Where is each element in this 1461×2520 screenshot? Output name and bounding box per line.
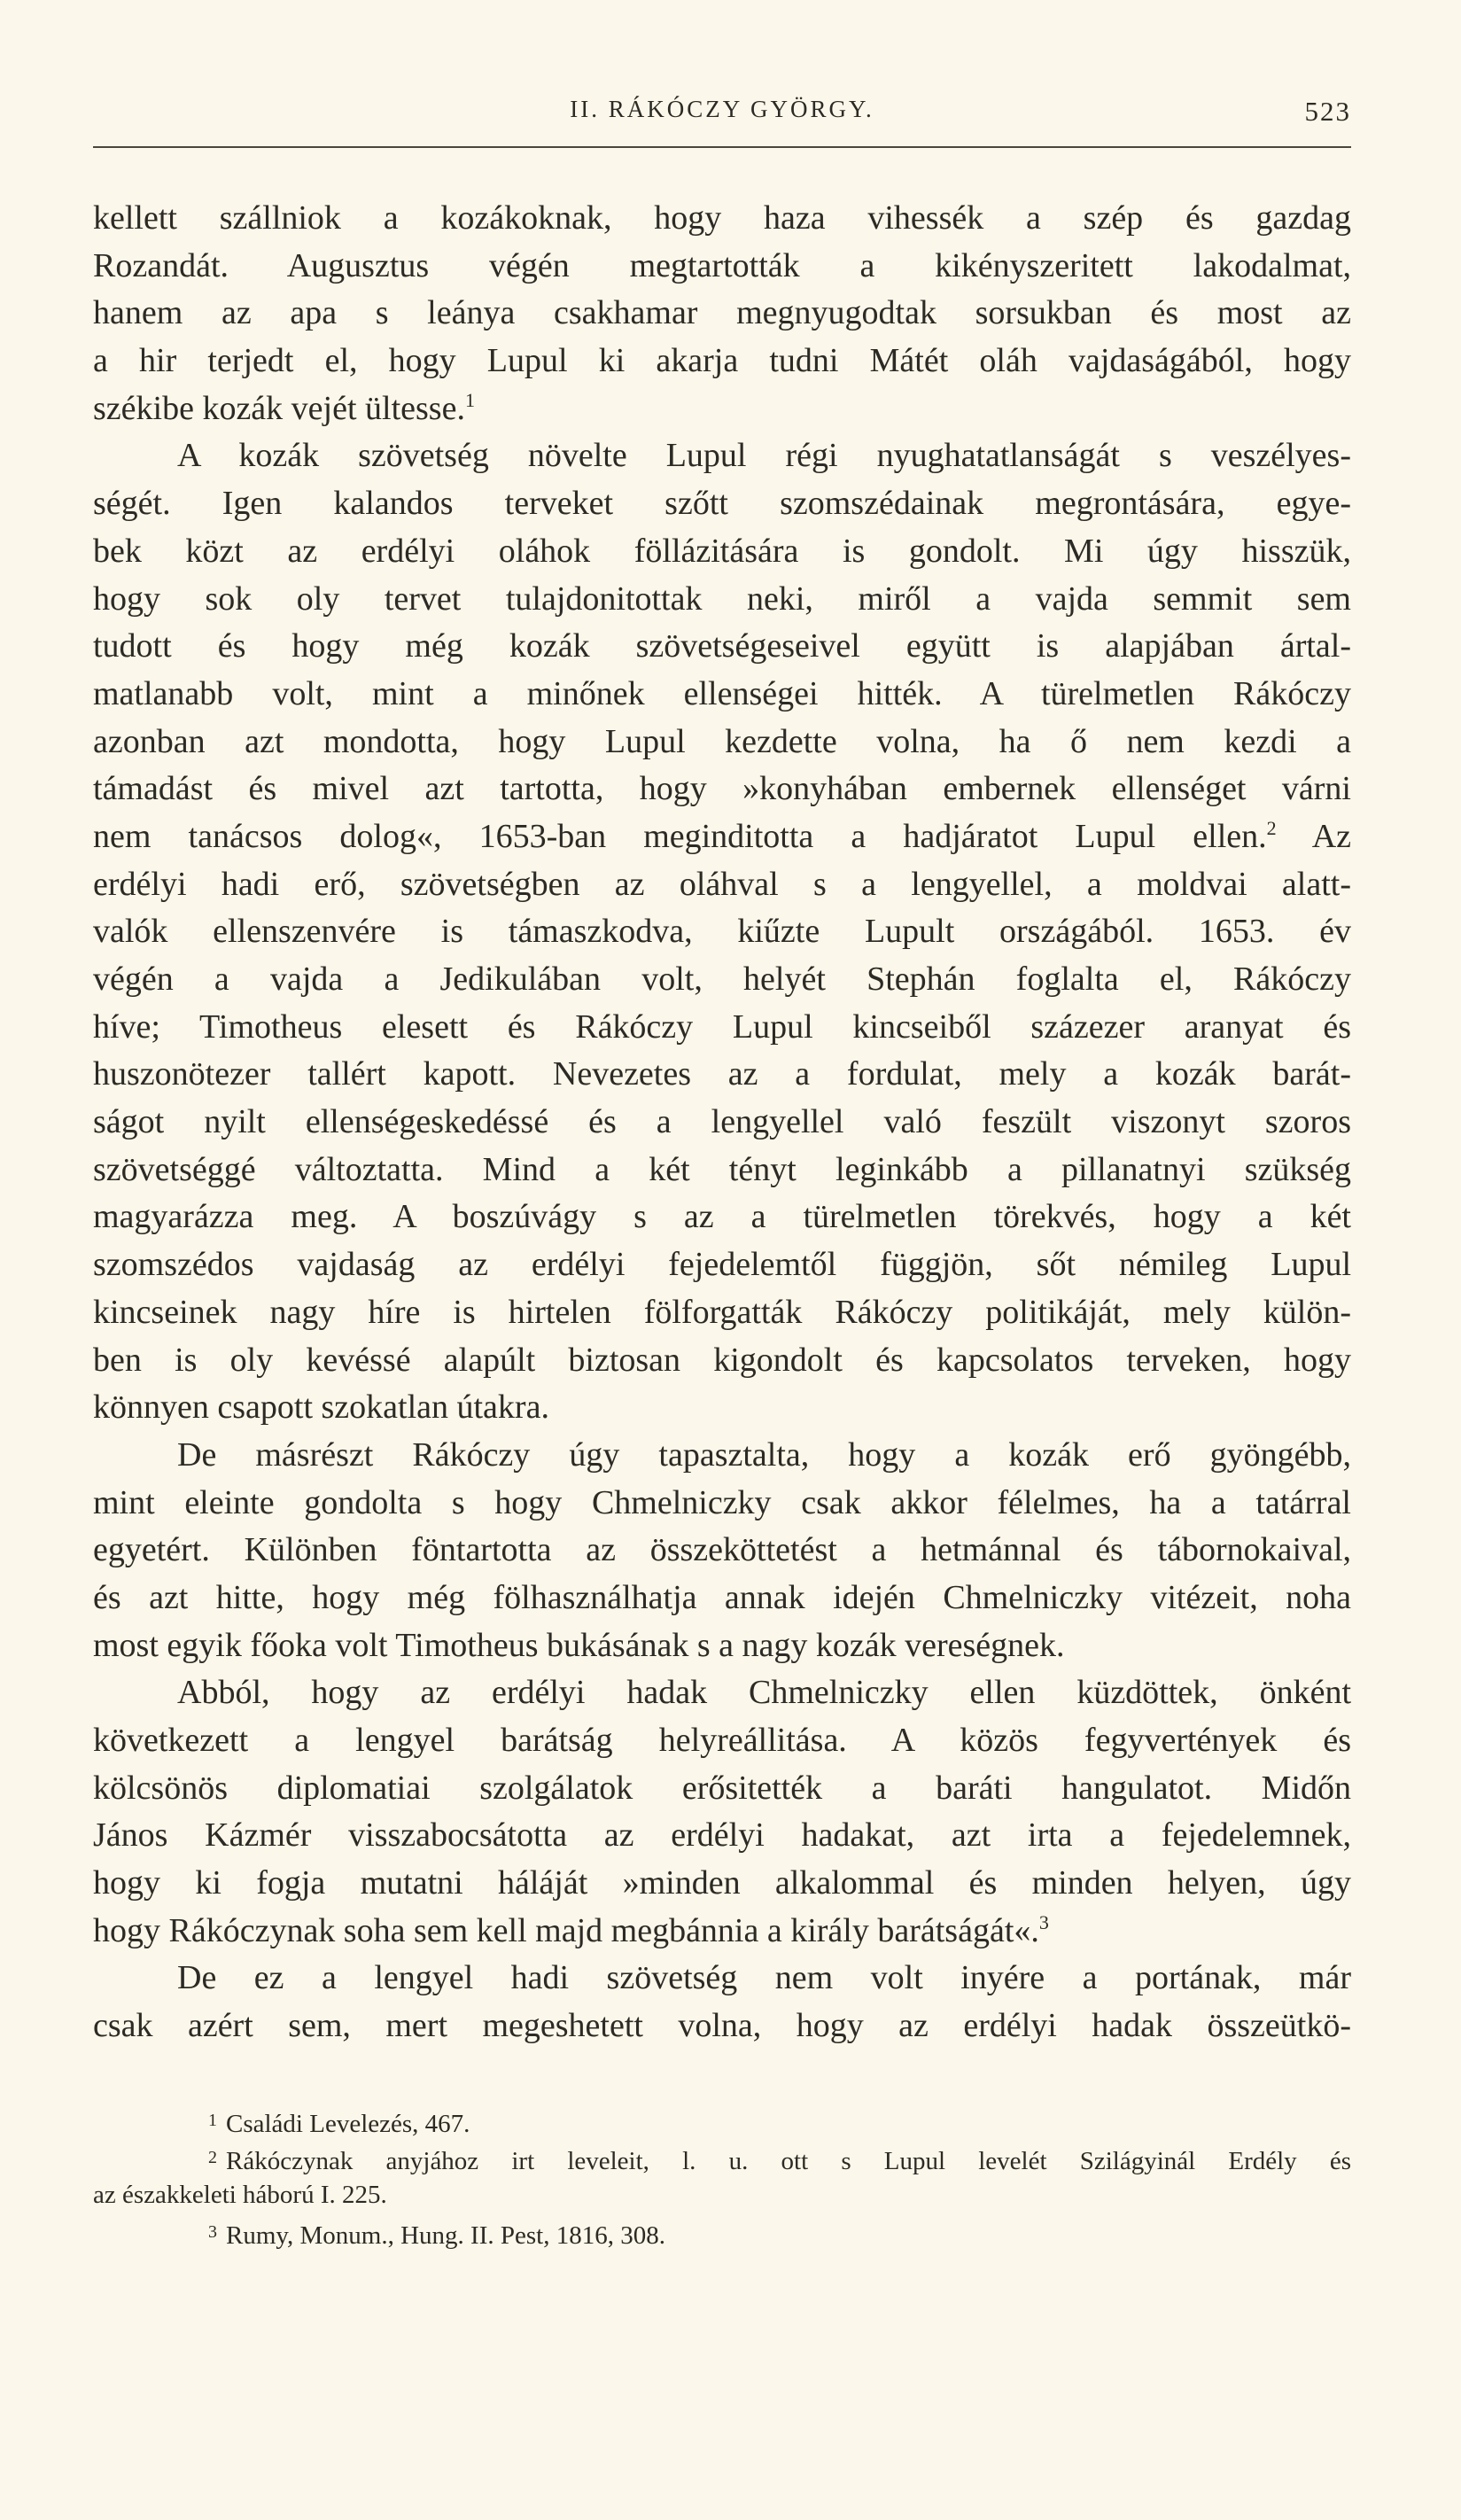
- text-line: Rozandát. Augusztus végén megtartották a kikényszeritett lakodalmat,: [93, 246, 1351, 284]
- text-line: támadást és mivel azt tartotta, hogy »konyhában embernek ellenséget várni: [93, 770, 1351, 808]
- running-title: II. RÁKÓCZY GYÖRGY.: [570, 96, 874, 122]
- page-header: [93, 96, 1351, 142]
- footnote-continuation: az északkeleti háború I. 225.: [93, 2181, 387, 2209]
- text-line: azonban azt mondotta, hogy Lupul kezdette volna, ha ő nem kezdi a: [93, 722, 1351, 760]
- text-line: huszonötezer tallért kapott. Nevezetes az a fordulat, mely a kozák barát-: [93, 1055, 1351, 1093]
- text-line: szomszédos vajdaság az erdélyi fejedelemtől függjön, sőt némileg Lupul: [93, 1246, 1351, 1284]
- text-line: hogy sok oly tervet tulajdonitottak neki, miről a vajda semmit sem: [93, 579, 1351, 618]
- footnotes: [93, 2102, 1351, 2251]
- text-line: De ez a lengyel hadi szövetség nem volt inyére a portának, már: [177, 1959, 1351, 1997]
- text-line: csak azért sem, mert megeshetett volna, hogy az erdélyi hadak összeütkö-: [93, 2007, 1351, 2045]
- footnote-ref: 1: [464, 388, 475, 411]
- text-line: magyarázza meg. A boszúvágy s az a türelmetlen törekvés, hogy a két: [93, 1198, 1351, 1236]
- text-line: ségét. Igen kalandos terveket szőtt szomszédainak megrontására, egye-: [93, 485, 1351, 523]
- text-line: kölcsönös diplomatiai szolgálatok erősitették a baráti hangulatot. Midőn: [93, 1769, 1351, 1807]
- text-line: János Kázmér visszabocsátotta az erdélyi hadakat, azt irta a fejedelemnek,: [93, 1816, 1351, 1855]
- text-fragment: Az: [1311, 817, 1351, 855]
- text-line: következett a lengyel barátság helyreállitása. A közös fegyvertények és: [93, 1722, 1351, 1759]
- text-fragment: nem tanácsos dolog«, 1653-ban meginditotta a hadjáratot Lupul ellen.: [93, 817, 1267, 855]
- text-line: matlanabb volt, mint a minőnek ellenségei hitték. A türelmetlen Rákóczy: [93, 674, 1351, 712]
- header-rule: [93, 146, 1351, 148]
- text-line: hanem az apa s leánya csakhamar megnyugodtak sorsukban és most az: [93, 294, 1351, 332]
- text-line: most egyik főoka volt Timotheus bukásának s a nagy kozák vereségnek.: [93, 1626, 1065, 1664]
- text-line: szövetséggé változtatta. Mind a két tényt leginkább a pillanatnyi szükség: [93, 1150, 1351, 1188]
- text-line: kellett szállniok a kozákoknak, hogy haza vihessék a szép és gazdag: [93, 199, 1351, 237]
- text-line: A kozák szövetség növelte Lupul régi nyughatatlanságát s veszélyes-: [177, 437, 1351, 475]
- footnote-text: Rumy, Monum., Hung. II. Pest, 1816, 308.: [226, 2221, 665, 2250]
- text-line: ben is oly kevéssé alapúlt biztosan kigondolt és kapcsolatos terveken, hogy: [93, 1341, 1351, 1379]
- footnote-mark: 1: [208, 2111, 217, 2130]
- text-line: a hir terjedt el, hogy Lupul ki akarja tudni Mátét oláh vajdaságából, hogy: [93, 342, 1351, 380]
- footnote: [93, 2102, 1351, 2139]
- text-fragment: hogy Rákóczynak soha sem kell majd megbánnia a király barátságát«.: [93, 1911, 1039, 1949]
- page-number: 523: [1304, 96, 1351, 127]
- text-line: Abból, hogy az erdélyi hadak Chmelniczky ellen küzdöttek, önként: [177, 1674, 1351, 1712]
- text-line: mint eleinte gondolta s hogy Chmelniczky csak akkor félelmes, ha a tatárral: [93, 1483, 1351, 1521]
- text-line: [93, 385, 1351, 433]
- text-line: valók ellenszenvére is támaszkodva, kiűzte Lupult országából. 1653. év: [93, 913, 1351, 951]
- text-line: hogy ki fogja mutatni háláját »minden alkalommal és minden helyen, úgy: [93, 1864, 1351, 1902]
- text-line: híve; Timotheus elesett és Rákóczy Lupul kincseiből százezer aranyat és: [93, 1007, 1351, 1046]
- text-line: kincseinek nagy híre is hirtelen fölforgatták Rákóczy politikáját, mely külön-: [93, 1293, 1351, 1331]
- footnote-text: Családi Levelezés, 467.: [226, 2110, 470, 2138]
- text-line: [93, 1908, 1351, 1956]
- footnote-mark: 3: [208, 2222, 217, 2242]
- text-line: egyetért. Különben föntartotta az összeköttetést a hetmánnal és tábornokaival,: [93, 1531, 1351, 1569]
- text-fragment: székibe kozák vejét ültesse.: [93, 389, 465, 427]
- footnote: [93, 2139, 1351, 2176]
- footnote-ref: 3: [1038, 1910, 1049, 1933]
- text-line: tudott és hogy még kozák szövetségeseivel együtt is alapjában ártal-: [93, 627, 1351, 665]
- text-line: bek közt az erdélyi oláhok föllázitására is gondolt. Mi úgy hisszük,: [93, 532, 1351, 570]
- footnote-mark: 2: [208, 2148, 217, 2167]
- text-line: [93, 813, 1351, 861]
- text-line: és azt hitte, hogy még fölhasználhatja annak idején Chmelniczky vitézeit, noha: [93, 1578, 1351, 1616]
- text-line: végén a vajda a Jedikulában volt, helyét Stephán foglalta el, Rákóczy: [93, 961, 1351, 998]
- text-line: erdélyi hadi erő, szövetségben az oláhval s a lengyellel, a moldvai alatt-: [93, 865, 1351, 903]
- footnote-text: Rákóczynak anyjához irt leveleit, l. u. ott s Lupul levelét Szilágyinál Erdély és: [226, 2147, 1351, 2175]
- footnote: [93, 2213, 1351, 2251]
- text-line: ságot nyilt ellenségeskedéssé és a lengyellel való feszült viszonyt szoros: [93, 1103, 1351, 1141]
- footnote-ref: 2: [1266, 816, 1277, 839]
- text-line: könnyen csapott szokatlan útakra.: [93, 1388, 549, 1427]
- text-line: De másrészt Rákóczy úgy tapasztalta, hogy a kozák erő gyöngébb,: [177, 1435, 1351, 1474]
- main-text: [93, 195, 1351, 2050]
